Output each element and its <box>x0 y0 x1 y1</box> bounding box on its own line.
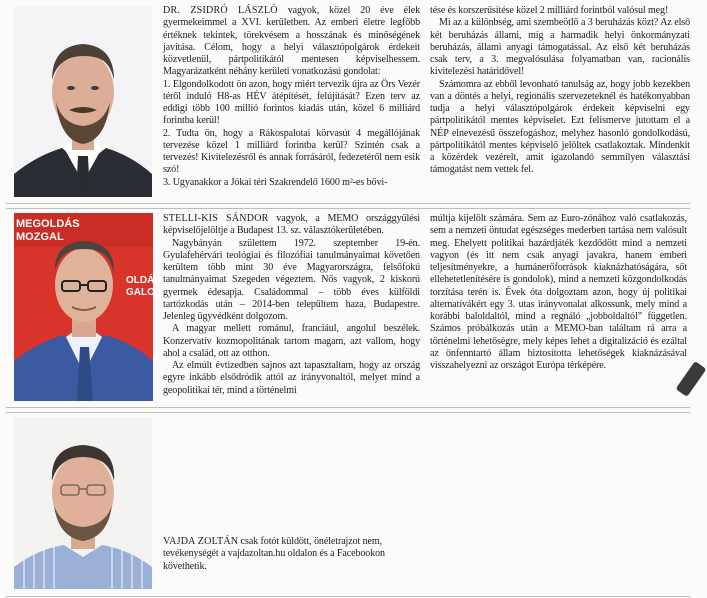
paragraph: 3. Ugyanakkor a Jókai téri Szakrendelő 1600 m²-es bővi- <box>163 176 388 188</box>
portrait-vajda <box>14 417 152 589</box>
paragraph: 2. Tudta ön, hogy a Rákospalotai körvasút 4 megállójának tervezése közel 1 milliárd forintba kerül? Szintén csak a tervezés! Kivitelezésről és annak forrásáról, fedezetéről nem esik szó! <box>163 127 420 176</box>
paragraph: vagyok, a MEMO országgyűlési képviselőjelöltje a Budapest 13. sz. választókerületében. <box>163 213 420 237</box>
portrait-stelli-kis <box>14 213 164 401</box>
paragraph: vagyok, közel 20 éve élek gyermekeimmel a XVI. kerületben. Az emberi életre legfőbb értéknek tekintek, törekvésem a hosszának és minőségének javítása. Célom, hogy a helyi választópolgárok érdekeit közvetlenül, pártpolitikától mentesen képviselhessem. Magyarázatként néhány kerületi vonatkozású gondolat: <box>163 5 420 78</box>
paragraph: Az elmúlt évtizedben sajnos azt tapasztaltam, hogy az ország egyre inkább elsődródik attól az irányvonaltól, melyet mind a geopolitikai tér, mind a történelmi <box>163 360 420 396</box>
paragraph: Nagybányán születtem 1972. szeptember 19-én. Gyulafehérvári teológiai és filozófiai tanulmányaimat követően kerültem több mint 30 éve Magyarországra, felsőfokú tanulmányaimat Szegeden végeztem. Nős vagyok, 2 kiskorú gyermek édesapja. Családommal – több éves külföldi tartózkodás után – 2014-ben települtem haza, Budapestre. Jelenleg ügyvédként dolgozom. <box>163 237 420 322</box>
paragraph: 1. Elgondolkodott ön azon, hogy miért tervezik újra az Örs Vezér téről induló H8-as HÉV átépítését, felújítását? Ezen terv az eddigi több 100 millió forintos kiadás után, közel 6 milliárd forintba kerül! <box>163 78 420 127</box>
svg-text:OLDÁS: OLDÁS <box>126 275 161 286</box>
section-divider <box>6 208 690 209</box>
vajda-text <box>163 536 425 573</box>
stelli-column-1 <box>163 213 420 397</box>
paragraph: A magyar mellett románul, franciául, angolul beszélek. Konzervatív kozmopolitának tartom magam, azt vallom, hogy ahol a család, ott az otthon. <box>163 323 420 359</box>
zsidro-column-1 <box>163 5 420 189</box>
section-divider <box>6 412 690 413</box>
section-divider <box>6 596 690 597</box>
section-divider <box>6 203 690 204</box>
zsidro-column-2 <box>430 5 690 177</box>
section-divider <box>6 407 690 408</box>
banner-text: MEGOLDÁS <box>16 218 80 230</box>
paragraph: Számomra az ebből levonható tanulság az, hogy jobb kezekben van a döntés a helyi, regionális szervezeteknél és hatékonyabban tudja a helyi választópolgárok érdekeit képviselni egy pártpolitikától mentes képviselet. Ezt felismerve jutottam el a NÉP elnevezésű összefogáshoz, melyhez hasonló gondolkodású, pártpolitikától mentes képviselő jelöltek csatlakoztak. Mindenkit a közérdek vezérelt, amit igazolandó semmilyen választási támogatást nem vettek fel. <box>430 78 690 176</box>
stelli-column-2 <box>430 213 687 372</box>
paragraph: tése és korszerűsítése közel 2 milliárd forintból valósul meg! <box>430 5 669 16</box>
paragraph: múltja kijelölt számára. Sem az Euro-zónához való csatlakozás, sem a nemzeti öntudat egészséges mederben tartása nem valósult meg. Ehelyett politikai hazárdjáték kezdődött mind a nemzeti vagyon (és itt nem csak anyagi javakra, hanem emberi teljesítményekre, a humánerőforrások kiaknázhatóságára, sőt ellehetetlenítésére is gondolok), mind a nemzeti közgondolkodás torzítása terén is. Évek óta dolgoztam azon, hogy új politikai alternatívákért egy 3. utas irányvonalat alkossunk, mely mind a korábbi baloldaltól, mind a regnáló „jobboldaltól” független. Számos próbálkozás után a MEMO-ban találtam rá arra a történelmi lehetőségre, mely képes lehet a digitalizáció és ezáltal az önfenntartó állam biztosította lehetőségek kiaknázásával visszahelyezni az országot Európa térképére. <box>430 213 687 371</box>
portrait-zsidro <box>14 6 152 197</box>
banner-text: MOZGAL <box>16 231 64 243</box>
candidate-name: VAJDA ZOLTÁN <box>163 536 239 547</box>
paragraph: Mi az a különbség, ami szembeötlő a 3 beruházás közt? Az első két beruházás állami, míg a harmadik helyi önkormányzati beruházás, állami anyagi támogatással. Az első két beruházás csak terv, a 3. megvalósulása folyamatban van, racionális kivitelezési határidővel! <box>430 17 690 78</box>
paragraph: csak fotót küldött, önéletrajzot nem, tevékenységét a vajdazoltan.hu oldalon és a Facebookon követhetik. <box>163 536 385 572</box>
candidate-name: DR. ZSIDRÓ LÁSZLÓ <box>163 5 278 16</box>
candidate-name: STELLI-KIS SÁNDOR <box>163 213 269 224</box>
svg-text:GALOM: GALOM <box>126 287 164 298</box>
